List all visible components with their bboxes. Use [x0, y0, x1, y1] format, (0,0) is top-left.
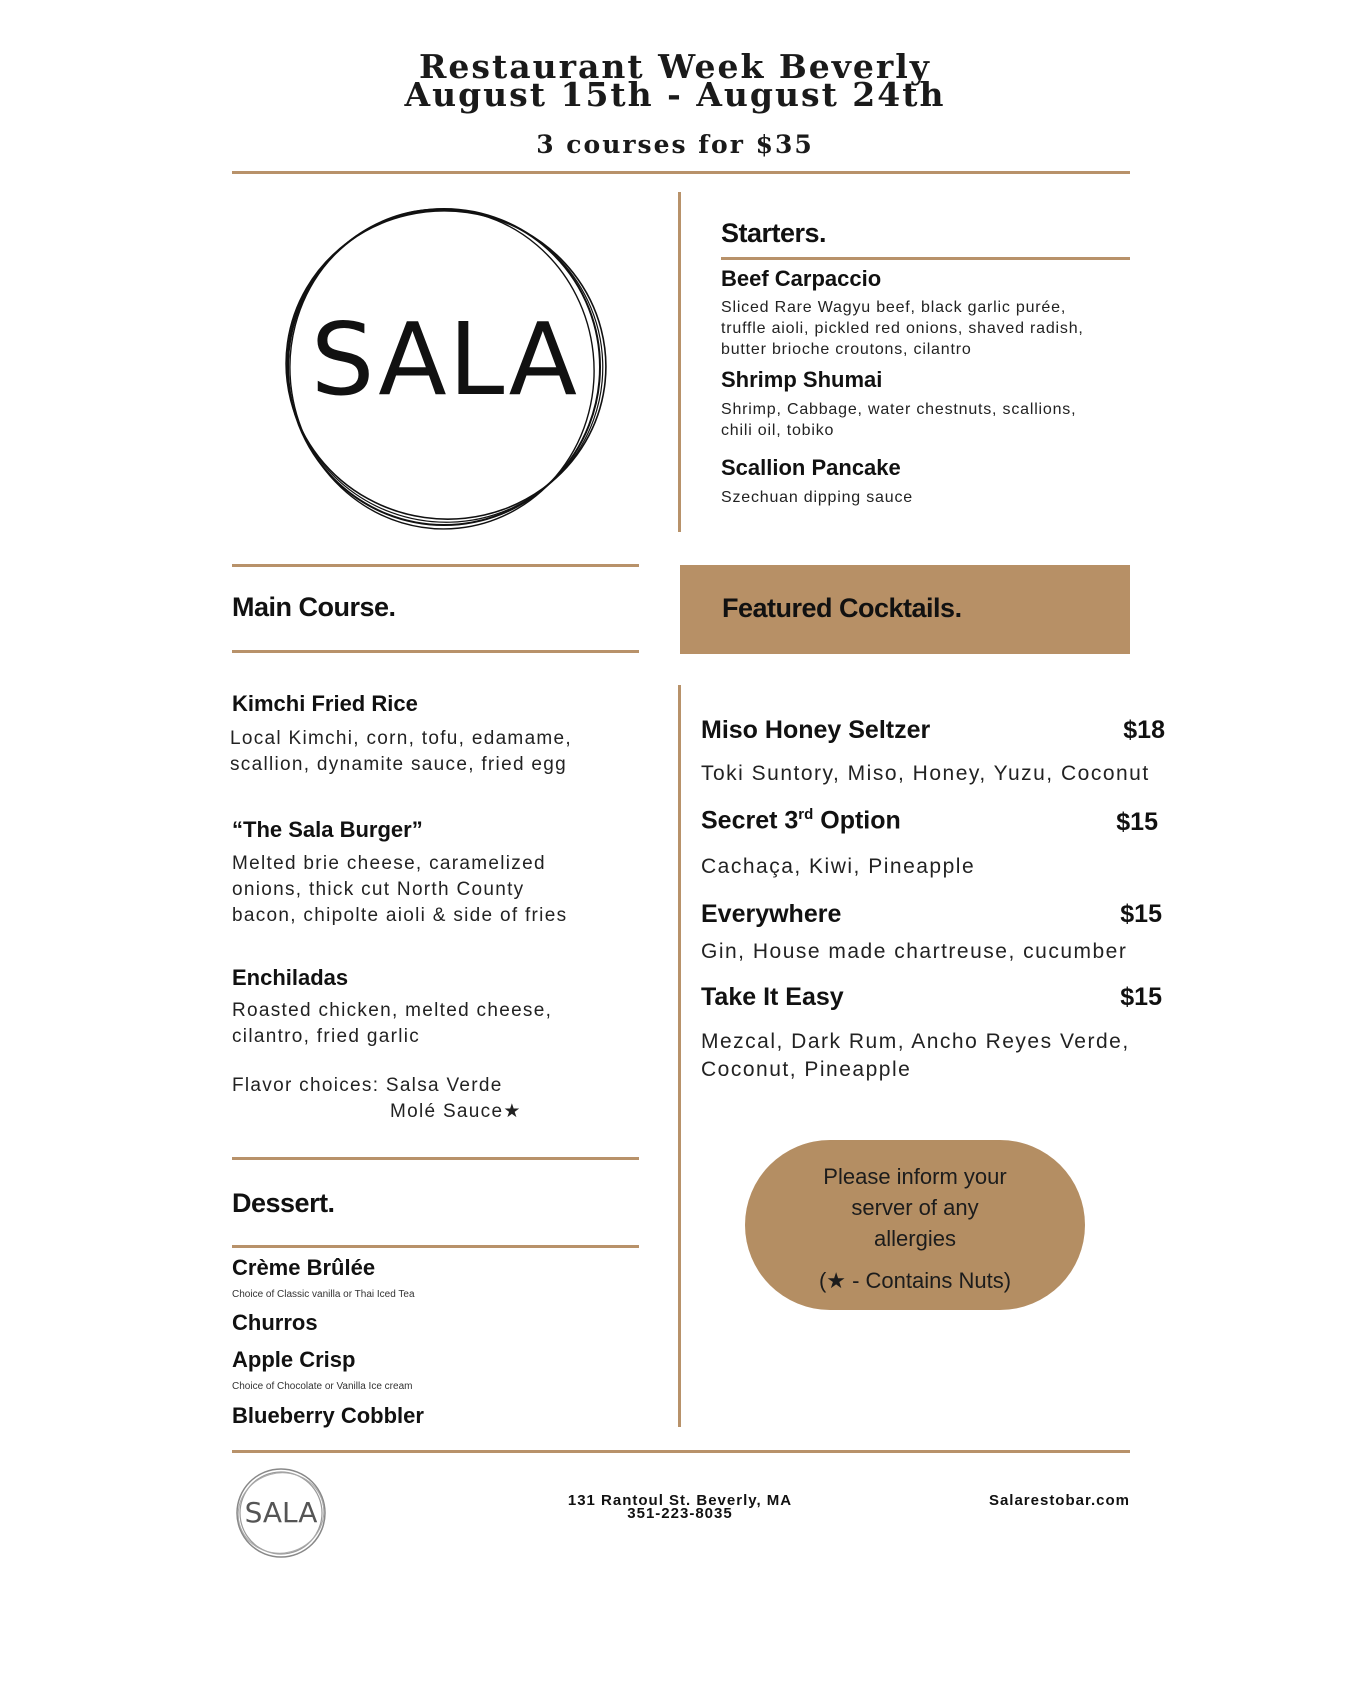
cocktail-name: Secret 3rd Option: [701, 806, 901, 835]
dessert-item-name: Blueberry Cobbler: [232, 1403, 424, 1428]
main-item-name: Enchiladas: [232, 965, 349, 990]
cocktail-desc: Gin, House made chartreuse, cucumber: [701, 940, 1128, 963]
main-item-desc: Local Kimchi, corn, tofu, edamame, scallion, dynamite sauce, fried egg: [230, 728, 573, 775]
footer-divider: [232, 1450, 1130, 1453]
logo-text: SALA: [310, 301, 580, 418]
dessert-bottom-divider: [232, 1245, 639, 1248]
starters-divider: [721, 257, 1130, 260]
cocktail-desc: Cachaça, Kiwi, Pineapple: [701, 855, 976, 878]
dessert-item-note: Choice of Classic vanilla or Thai Iced Tea: [232, 1289, 415, 1300]
dessert-item-name: Crème Brûlée: [232, 1255, 376, 1280]
footer-website: Salarestobar.com: [988, 1492, 1130, 1509]
cocktail-desc: Mezcal, Dark Rum, Ancho Reyes Verde, Coconut, Pineapple: [701, 1030, 1130, 1081]
sala-logo: [270, 195, 620, 535]
starter-desc: Sliced Rare Wagyu beef, black garlic purée, truffle aioli, pickled red onions, shaved radish, butter brioche croutons, cilantro: [721, 299, 1084, 358]
cocktail-desc: Toki Suntory, Miso, Honey, Yuzu, Coconut: [701, 762, 1150, 785]
dessert-item-name: Churros: [232, 1310, 318, 1335]
cocktail-name: Everywhere: [701, 900, 842, 928]
main-top-divider: [232, 564, 639, 567]
footer-address: 131 Rantoul St. Beverly, MA 351-223-8035: [567, 1492, 793, 1522]
cocktail-price: $15: [1120, 900, 1162, 928]
main-item-desc: Melted brie cheese, caramelized onions, thick cut North County bacon, chipolte aioli & side of fries: [232, 853, 568, 926]
starter-desc: Shrimp, Cabbage, water chestnuts, scallions, chili oil, tobiko: [721, 401, 1077, 439]
main-course-title: Main Course.: [232, 592, 396, 622]
cocktail-price: $15: [1120, 983, 1162, 1011]
dessert-title: Dessert.: [232, 1188, 335, 1218]
allergy-notice: Please inform your server of any allergies (★ - Contains Nuts): [745, 1140, 1085, 1310]
cocktail-price: $18: [1123, 716, 1165, 744]
starter-name: Shrimp Shumai: [721, 367, 883, 392]
main-bottom-divider: [232, 650, 639, 653]
starter-name: Scallion Pancake: [721, 455, 901, 480]
page-title-line1: Restaurant Week Beverly: [419, 47, 931, 86]
main-item-desc: Roasted chicken, melted cheese, cilantro, fried garlic: [232, 1000, 553, 1047]
footer-logo: [234, 1466, 328, 1560]
header-divider: [232, 171, 1130, 174]
page-title-line2: August 15th - August 24th: [404, 75, 946, 114]
main-item-name: Kimchi Fried Rice: [232, 691, 418, 716]
starters-title: Starters.: [721, 218, 827, 248]
cocktails-title: Featured Cocktails.: [722, 593, 962, 623]
starter-desc: Szechuan dipping sauce: [721, 489, 913, 506]
dessert-item-name: Apple Crisp: [232, 1347, 356, 1372]
flavor-choice-mole: Molé Sauce★: [390, 1101, 522, 1122]
bottom-vertical-divider: [678, 685, 681, 1427]
cocktails-title-badge: [680, 565, 1130, 654]
dessert-top-divider: [232, 1157, 639, 1160]
cocktail-price: $15: [1116, 808, 1158, 836]
cocktail-name: Take It Easy: [701, 983, 844, 1011]
main-item-name: “The Sala Burger”: [232, 817, 423, 842]
starter-name: Beef Carpaccio: [721, 266, 882, 291]
footer-logo-text: SALA: [244, 1496, 318, 1529]
cocktail-name: Miso Honey Seltzer: [701, 716, 931, 744]
top-vertical-divider: [678, 192, 681, 532]
flavor-choices-label: Flavor choices: Salsa Verde: [232, 1075, 503, 1096]
dessert-item-note: Choice of Chocolate or Vanilla Ice cream: [232, 1381, 413, 1392]
price-subtitle: 3 courses for $35: [536, 130, 814, 159]
